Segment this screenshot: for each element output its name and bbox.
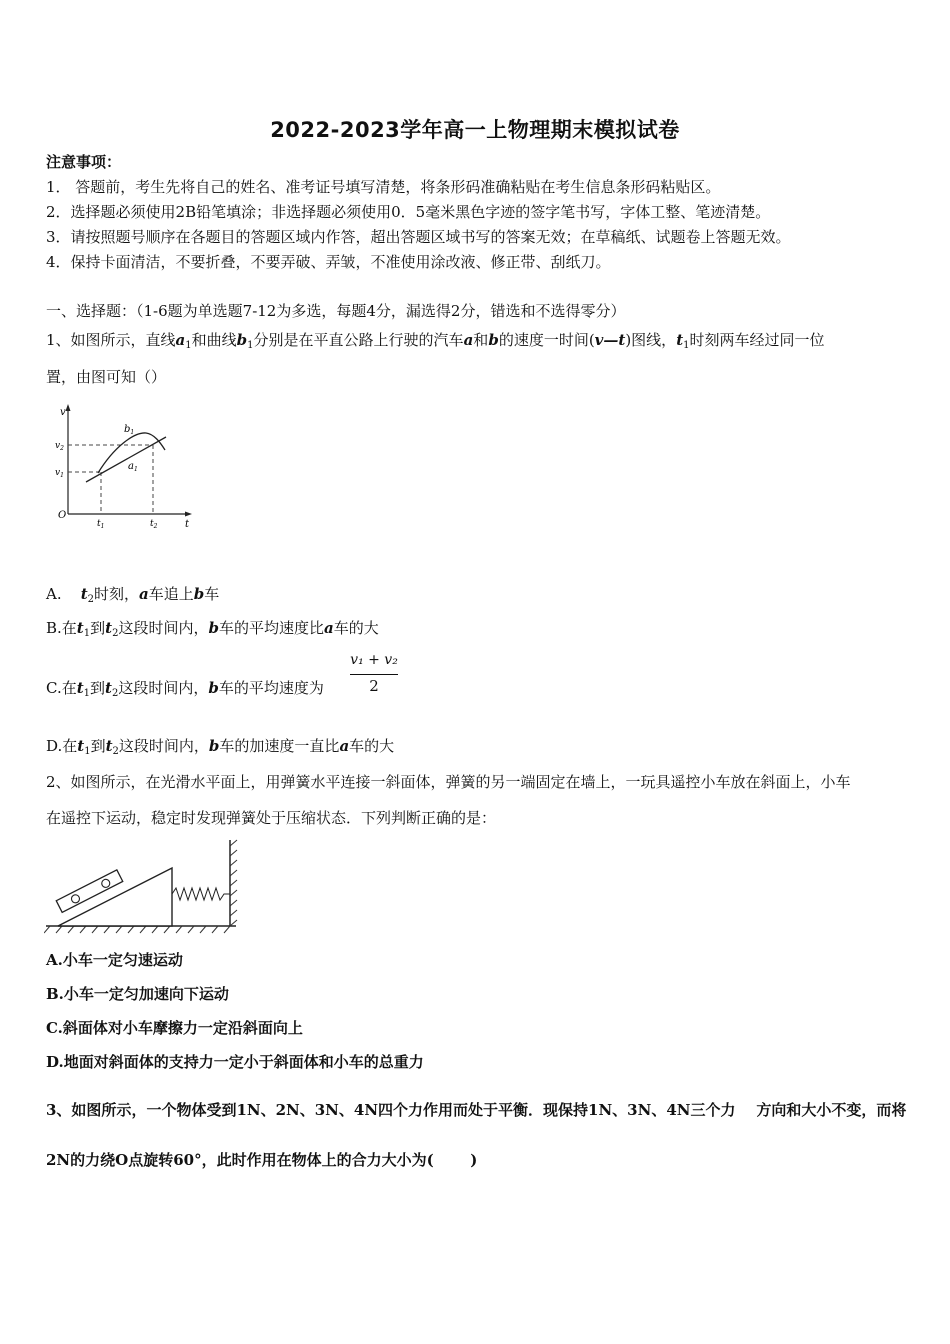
q1-option-b: B.在$t_1$到$t_2$这段时间内，b车的平均速度比a车的大 (46, 619, 379, 639)
notice-heading: 注意事项： (46, 153, 122, 171)
q1-stem-line1: 1、如图所示，直线$a_1$和曲线$b_1$分别是在平直公路上行驶的汽车a和b的速度一时间(v—t)图线，$t_1$时刻两车经过同一位 (46, 331, 825, 351)
q1-option-d: D.在$t_1$到$t_2$这段时间内，b车的加速度一直比a车的大 (46, 737, 395, 757)
graph-v-axis-label: v (60, 407, 66, 418)
notice-item-1: 1． 答题前，考生先将自己的姓名、准考证号填写清楚，将条形码准确粘贴在考生信息条形码粘贴区。 (46, 178, 721, 196)
page-title: 2022-2023学年高一上物理期末模拟试卷 (270, 118, 680, 142)
q1-vt-graph (46, 402, 196, 532)
q3-stem-line2: 2N的力绕O点旋转60°，此时作用在物体上的合力大小为( ) (46, 1151, 478, 1169)
fraction-denominator: 2 (369, 677, 379, 695)
q2-option-c: C.斜面体对小车摩擦力一定沿斜面向上 (46, 1019, 303, 1037)
section-heading: 一、选择题：（1-6题为单选题7-12为多选，每题4分，漏选得2分，错选和不选得零分） (46, 302, 626, 320)
q2-stem-line1: 2、如图所示，在光滑水平面上，用弹簧水平连接一斜面体，弹簧的另一端固定在墙上，一玩具遥控小车放在斜面上，小车 (46, 773, 851, 791)
graph-a1-label: $a_1$ (128, 461, 138, 473)
fraction-bar (350, 674, 398, 675)
q1-option-a: A. $t_2$时刻，a车追上b车 (46, 585, 220, 605)
notice-item-3: 3．请按照题号顺序在各题目的答题区域内作答，超出答题区域书写的答案无效；在草稿纸、试题卷上答题无效。 (46, 228, 791, 246)
q1-option-c: C.在$t_1$到$t_2$这段时间内，b车的平均速度为 (46, 679, 324, 699)
graph-v1-label: $v_1$ (55, 468, 64, 479)
q1-option-c-fraction (348, 652, 400, 698)
notice-item-4: 4．保持卡面清洁，不要折叠，不要弄破、弄皱，不准使用涂改液、修正带、刮纸刀。 (46, 253, 611, 271)
graph-t1-label: $t_1$ (97, 519, 105, 530)
graph-v2-label: $v_2$ (55, 441, 64, 452)
graph-t2-label: $t_2$ (150, 519, 158, 530)
q2-option-d: D.地面对斜面体的支持力一定小于斜面体和小车的总重力 (46, 1053, 424, 1071)
q2-incline-spring-diagram (44, 836, 244, 936)
graph-b1-label: $b_1$ (124, 424, 135, 436)
q2-option-b: B.小车一定匀加速向下运动 (46, 985, 229, 1003)
q2-option-a: A.小车一定匀速运动 (46, 951, 183, 969)
q1-stem-line2: 置，由图可知（） (46, 368, 167, 386)
q3-stem-line1: 3、如图所示，一个物体受到1N、2N、3N、4N四个力作用而处于平衡．现保持1N、3N、4N三个力 方向和大小不变，而将 (46, 1101, 907, 1119)
q2-stem-line2: 在遥控下运动，稳定时发现弹簧处于压缩状态．下列判断正确的是： (46, 809, 497, 827)
graph-t-axis-label: t (185, 519, 190, 530)
notice-item-2: 2．选择题必须使用2B铅笔填涂；非选择题必须使用0．5毫米黑色字迹的签字笔书写，字体工整、笔迹清楚。 (46, 203, 771, 221)
graph-origin-label: O (58, 510, 67, 521)
fraction-numerator: v₁ + v₂ (350, 652, 398, 668)
